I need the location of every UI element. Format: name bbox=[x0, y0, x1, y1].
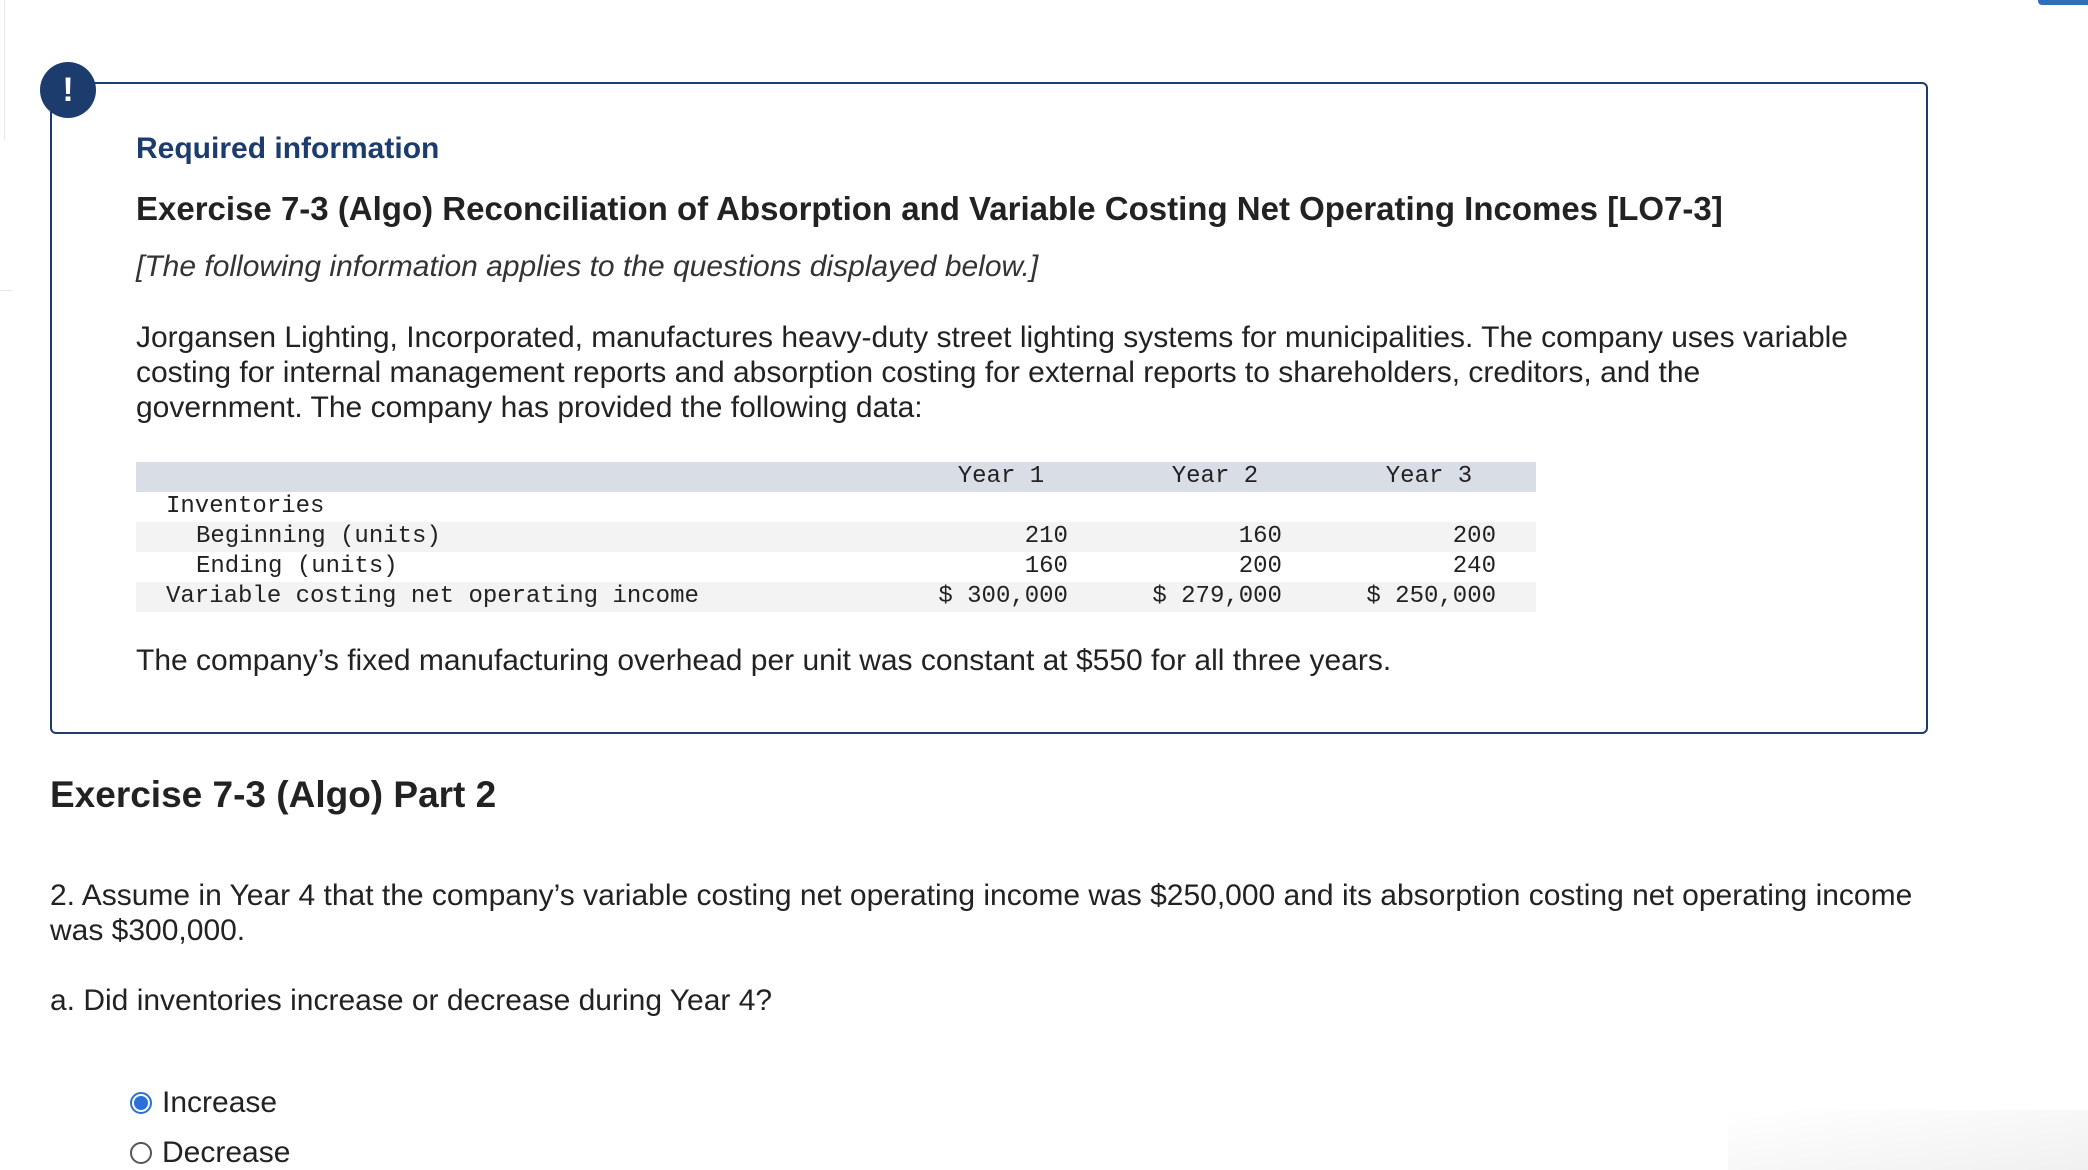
cell-value: 210 bbox=[1024, 523, 1068, 550]
option-label: Decrease bbox=[162, 1136, 291, 1169]
table-header-blank bbox=[136, 462, 894, 492]
table-header-year-1: Year 1 bbox=[957, 463, 1045, 490]
cell-value: $ 279,000 bbox=[1152, 583, 1282, 610]
option-decrease[interactable] bbox=[130, 1136, 290, 1170]
cell-value bbox=[1108, 492, 1322, 522]
cell-value bbox=[1322, 492, 1536, 522]
table-header-row bbox=[136, 462, 1536, 492]
part-title: Exercise 7-3 (Algo) Part 2 bbox=[50, 774, 497, 815]
cell-value: 200 bbox=[1452, 523, 1496, 550]
inventory-data-table bbox=[136, 462, 1536, 612]
table-row-net-operating-income bbox=[136, 582, 1536, 612]
left-edge-divider bbox=[0, 140, 12, 291]
table-header-year-3: Year 3 bbox=[1385, 463, 1473, 490]
row-label: Inventories bbox=[166, 493, 325, 520]
cell-value: $ 300,000 bbox=[938, 583, 1068, 610]
row-label: Variable costing net operating income bbox=[166, 583, 699, 610]
radio-unselected-icon[interactable] bbox=[130, 1142, 152, 1164]
row-label: Beginning (units) bbox=[196, 523, 441, 550]
corner-shadow bbox=[1728, 1110, 2088, 1170]
cell-value: 200 bbox=[1238, 553, 1282, 580]
instruction-note: [The following information applies to the questions displayed below.] bbox=[136, 250, 1039, 283]
alert-icon: ! bbox=[40, 62, 96, 118]
cell-value: 160 bbox=[1238, 523, 1282, 550]
table-row-inventories bbox=[136, 492, 1536, 522]
row-label: Ending (units) bbox=[196, 553, 398, 580]
required-information-label: Required information bbox=[136, 132, 440, 165]
cell-value bbox=[894, 492, 1108, 522]
radio-selected-icon[interactable] bbox=[130, 1092, 152, 1114]
option-increase[interactable] bbox=[130, 1086, 277, 1120]
cell-value: $ 250,000 bbox=[1366, 583, 1496, 610]
overhead-footnote: The company’s fixed manufacturing overhead per unit was constant at $550 for all three years. bbox=[136, 644, 1392, 677]
cell-value: 240 bbox=[1452, 553, 1496, 580]
cell-value: 160 bbox=[1024, 553, 1068, 580]
sub-question-text: a. Did inventories increase or decrease during Year 4? bbox=[50, 984, 773, 1017]
question-text: 2. Assume in Year 4 that the company’s variable costing net operating income was $250,000 and its absorption costing net operating income was $300,000. bbox=[50, 879, 1913, 947]
left-edge-divider bbox=[0, 0, 5, 140]
table-header-year-2: Year 2 bbox=[1171, 463, 1259, 490]
table-row-ending-units bbox=[136, 552, 1536, 582]
exercise-title: Exercise 7-3 (Algo) Reconciliation of Absorption and Variable Costing Net Operating Incomes [LO7-3] bbox=[136, 190, 1723, 227]
top-right-accent bbox=[2038, 0, 2088, 5]
option-label: Increase bbox=[162, 1086, 278, 1119]
problem-paragraph: Jorgansen Lighting, Incorporated, manufactures heavy-duty street lighting systems for municipalities. The company uses variable costing for internal management reports and absorption costing for external reports to shareholders, creditors, and the government. The company has provided the following data: bbox=[136, 321, 1848, 424]
table-row-beginning-units bbox=[136, 522, 1536, 552]
